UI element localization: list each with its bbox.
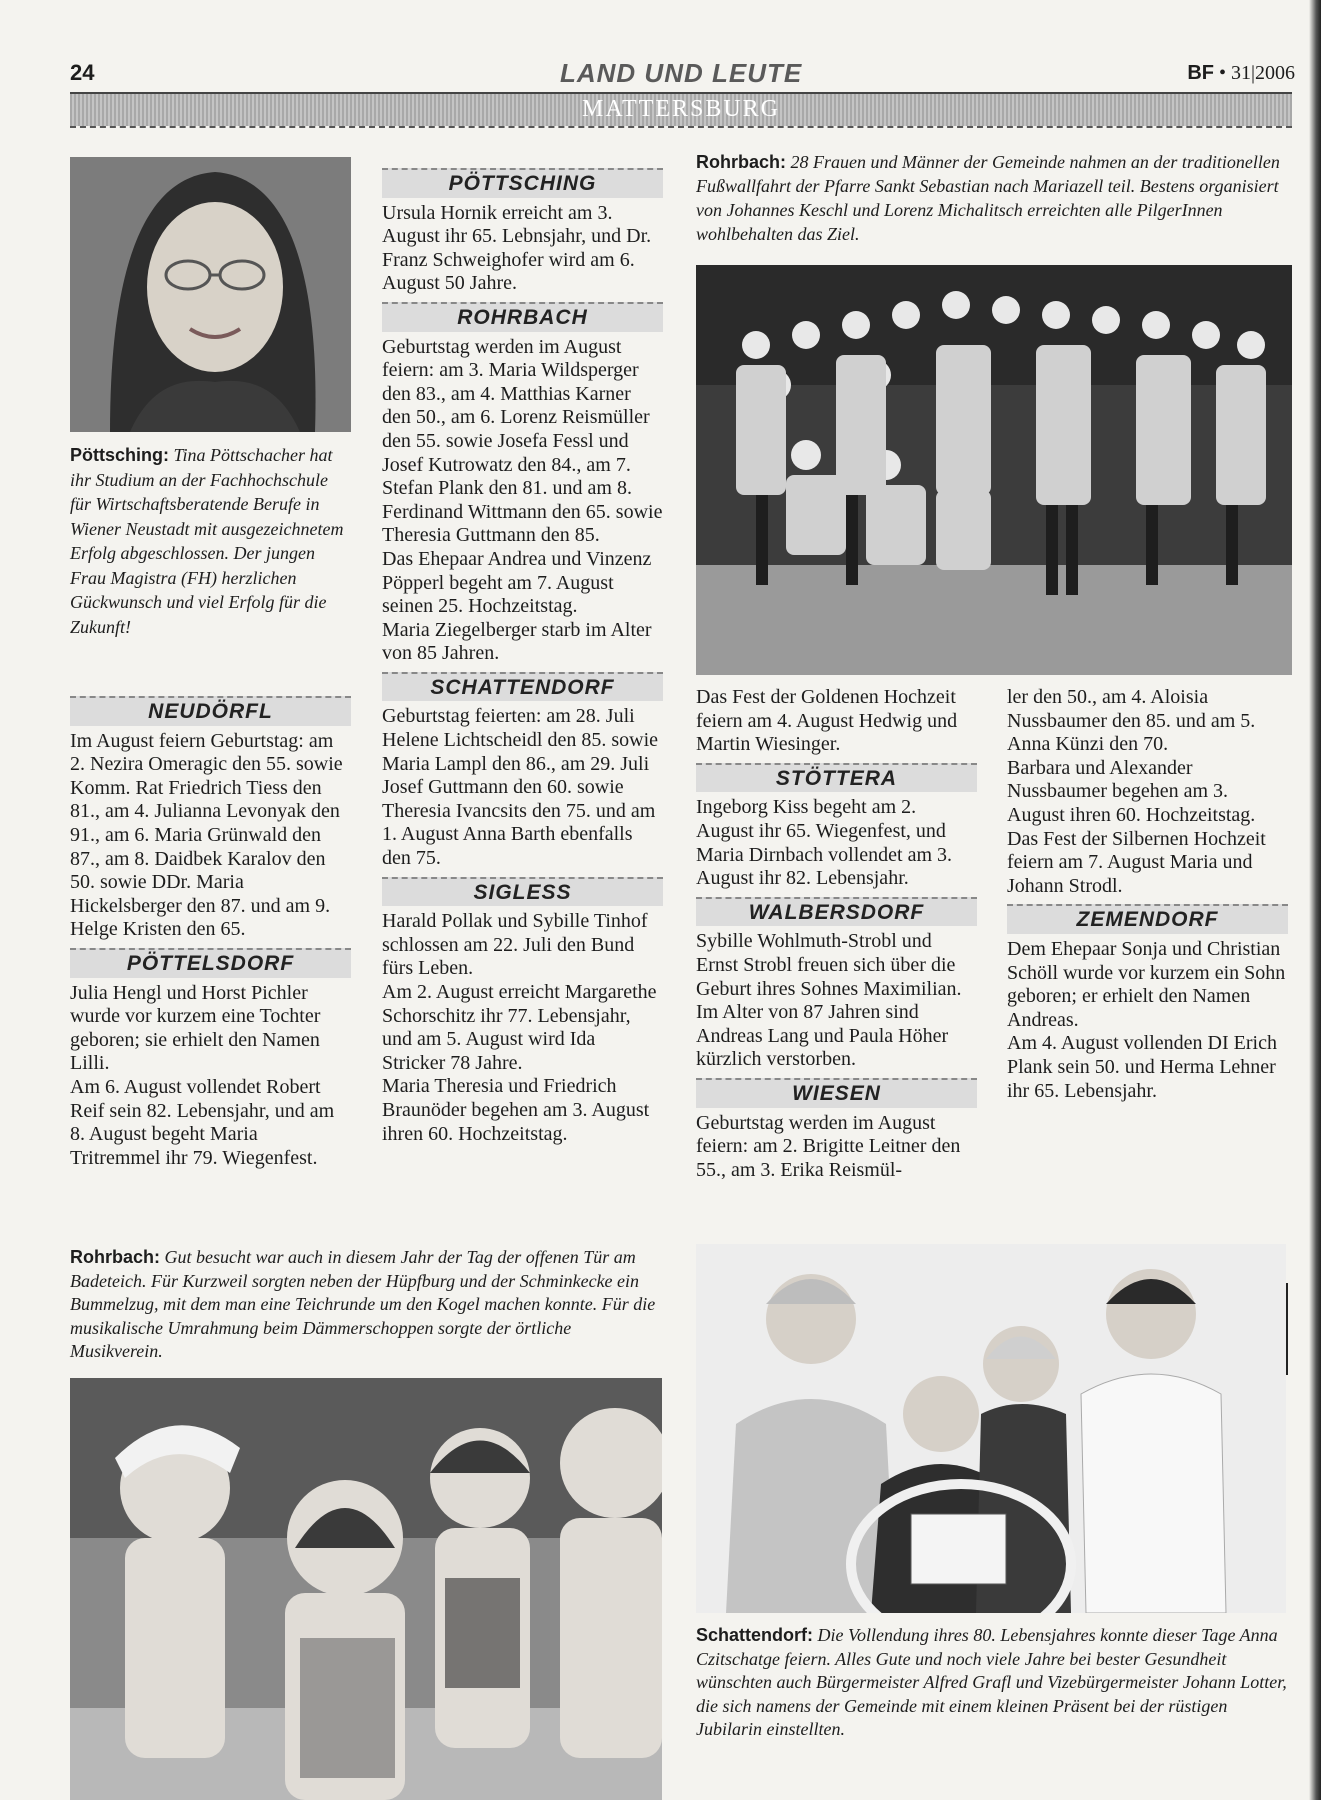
article-neudoerfl: Im August feiern Geburtstag: am 2. Nezira Omeragic den 55. sowie Komm. Rat Friedrich Tiess den 81., am 4. Julianna Levonyak den 91., am 6. Maria Grünwald den 87., am 8. Daidbek Karalov den 50. sowie DDr. Maria Hickelsberger den 87. und am 9. Helge Kristen den 65. [70,729,343,941]
article-rohrbach-birthdays: Geburtstag werden im August feiern: am 3. Maria Wildsperger den 83., am 4. Matthias Karner den 50., am 6. Lorenz Reismüller den 55. sowie Josefa Fessl und Josef Kutrowatz den 84., am 7. Stefan Plank den 81. und am 8. Ferdinand Wittmann den 65. sowie Theresia Guttmann den 85. [382,335,663,547]
article-golden-wedding: Das Fest der Goldenen Hochzeit feiern am 4. August Hedwig und Martin Wiesinger. [696,686,958,756]
article-wiesen-silver-wedding: Das Fest der Silbernen Hochzeit feiern am 7. August Maria und Johann Strodl. [1007,827,1266,897]
section-title: LAND UND LEUTE [560,58,803,88]
portrait-photo [70,157,351,432]
article-sigless-birthdays: Am 2. August erreicht Margarethe Schorschitz ihr 77. Lebensjahr, und am 5. August wird Ida Stricker 78 Jahre. [382,981,657,1074]
article-poettelsdorf-birthdays: Am 6. August vollendet Robert Reif sein 82. Lebensjahr, und am 8. August begeht Maria Tritremmel ihr 79. Wiegenfest. [70,1075,335,1169]
caption-place: Rohrbach: [70,1247,160,1267]
publication-name: BF [1187,62,1214,84]
children-photo [70,1378,662,1800]
article-schattendorf: Geburtstag feierten: am 28. Juli Helene Lichtscheidl den 85. sowie Maria Lampl den 86., am 29. Juli Josef Guttmann den 60. sowie Theresia Ivancsits den 75. und am 1. August Anna Barth ebenfalls den 75. [382,705,659,870]
rubric-sigless: SIGLESS [382,877,663,907]
header-divider [70,126,1292,128]
article-wiesen: Geburtstag werden im August feiern: am 2. Brigitte Leitner den 55., am 3. Erika Reismül- [696,1111,961,1181]
article-rohrbach-obituary: Maria Ziegelberger starb im Alter von 85 Jahren. [382,618,652,665]
caption-text: Tina Pöttschacher hat ihr Studium an der Fachhochschule für Wirtschaftsberatende Berufe in Wiener Neustadt mit ausgezeichnetem Erfolg abgeschlossen. Der jungen Frau Magistra (FH) herzlichen Gückwunsch und viel Erfolg für die Zukunft! [70,445,344,637]
article-sigless-anniversary: Maria Theresia und Friedrich Braunöder begehen am 3. August ihren 60. Hochzeitstag. [382,1075,650,1145]
article-zemendorf-birthdays: Am 4. August vollenden DI Erich Plank sein 50. und Herma Lehner ihr 65. Lebensjahr. [1007,1032,1277,1102]
article-poettelsdorf-birth: Julia Hengl und Horst Pichler wurde vor kurzem eine Tochter geboren; sie erhielt den Namen Lilli. [70,981,321,1075]
rubric-zemendorf: ZEMENDORF [1007,904,1288,934]
rubric-wiesen: WIESEN [696,1078,977,1108]
region-title: MATTERSBURG [581,96,781,122]
article-zemendorf-birth: Dem Ehepaar Sonja und Christian Schöll wurde vor kurzem ein Sohn geboren; er erhielt den Namen Andreas. [1007,937,1286,1031]
column-right-a [696,686,977,1182]
rubric-poettelsdorf: PÖTTELSDORF [70,948,351,978]
article-wiesen-anniversary: Barbara und Alexander Nussbaumer begehen am 3. August ihren 60. Hochzeitstag. [1007,756,1256,826]
article-poettsching: Ursula Hornik erreicht am 3. August ihr 65. Lebnsjahr, und Dr. Franz Schweighofer wird am 6. August 50 Jahre. [382,201,652,295]
article-rohrbach-anniversary: Das Ehepaar Andrea und Vinzenz Pöpperl begeht am 7. August seinen 25. Hochzeitstag. [382,547,652,618]
issue-number: • 31|2006 [1218,62,1295,84]
rubric-rohrbach: ROHRBACH [382,302,663,332]
badeteich-caption [70,1246,662,1364]
caption-place: Pöttsching: [70,445,169,465]
article-walbersdorf-birth: Sybille Wohlmuth-Strobl und Ernst Strobl freuen sich über die Geburt ihres Sohnes Maximilian. [696,930,962,1000]
rubric-walbersdorf: WALBERSDORF [696,897,977,927]
article-wiesen-continued: ler den 50., am 4. Aloisia Nussbaumer den 85. und am 5. Anna Künzi den 70. [1007,686,1256,756]
caption-text: 28 Frauen und Männer der Gemeinde nahmen an der traditionellen Fußwallfahrt der Pfarre Sankt Sebastian nach Mariazell teil. Bestens organisiert von Johannes Keschl und Lorenz Michalitsch erreichten alle PilgerInnen wohlbehalten das Ziel. [696,152,1280,244]
pilgrimage-caption [696,150,1288,246]
rubric-stoettera: STÖTTERA [696,763,977,793]
column-middle [382,162,663,1146]
column-left [70,690,351,1170]
caption-place: Rohrbach: [696,152,786,172]
article-sigless-wedding: Harald Pollak und Sybille Tinhof schlossen am 22. Juli den Bund fürs Leben. [382,910,648,980]
caption-place: Schattendorf: [696,1625,813,1645]
caption-text: Gut besucht war auch in diesem Jahr der Tag der offenen Tür am Badeteich. Für Kurzweil sorgten neben der Hüpfburg und der Schminkecke ein Bummelzug, mit dem man eine Teichrunde um den Kogel machen konnte. Für die musikalische Umrahmung beim Dämmerschoppen sorgte der örtliche Musikverein. [70,1247,656,1361]
column-right-b [1007,686,1288,1103]
rubric-neudoerfl: NEUDÖRFL [70,696,351,726]
region-banner [70,92,1292,126]
issue-info [1187,62,1295,85]
caption-text: Die Vollendung ihres 80. Lebensjahres konnte dieser Tage Anna Czitschatge feiern. Alles Gute und noch viele Jahre bei bester Gesundheit wünschten auch Bürgermeister Alfred Grafl und Vizebürgermeister Johann Lotter, die sich namens der Gemeinde mit einem kleinen Präsent bei der rüstigen Jubilarin einstellten. [696,1625,1287,1739]
jubilee-photo [696,1244,1286,1613]
article-walbersdorf-obituary: Im Alter von 87 Jahren sind Andreas Lang und Paula Höher kürzlich verstorben. [696,1001,949,1071]
rubric-schattendorf: SCHATTENDORF [382,672,663,702]
portrait-caption [70,443,351,639]
page-edge [1309,0,1321,1800]
page-number: 24 [70,60,95,85]
article-stoettera: Ingeborg Kiss begeht am 2. August ihr 65. Wiegenfest, und Maria Dirnbach vollendet am 3. August ihr 82. Lebensjahr. [696,796,953,890]
pilgrimage-group-photo [696,265,1292,675]
jubilee-caption [696,1624,1288,1742]
rubric-poettsching: PÖTTSCHING [382,168,663,198]
